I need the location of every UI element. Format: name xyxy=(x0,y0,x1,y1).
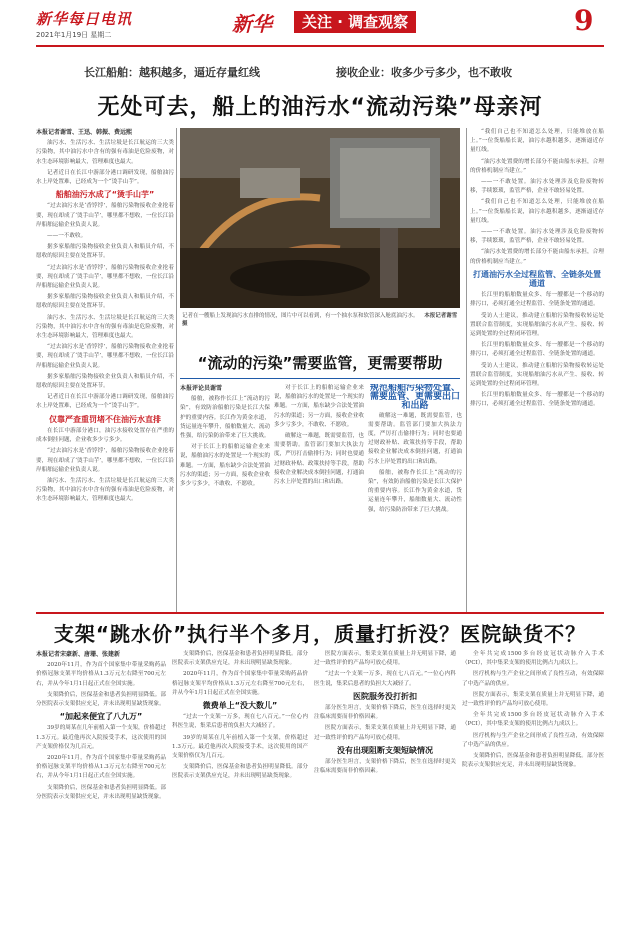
engine-room-photo-icon xyxy=(180,128,460,308)
commentary-subhead: 规范船舶污染物处置、需要监管、更需要出口和出路 xyxy=(369,384,460,412)
bottom-column-2 xyxy=(172,650,308,920)
paragraph: 长江里的船舶数量众多、每一艘都是一个移动的排污口，必须打通全过程监管、全链条处置的通道。 xyxy=(470,392,604,408)
paragraph: ——一不敢处置。油污水处理涉及危险废物转移，手续繁琐，监管严格，企业不敢轻易处置。 xyxy=(470,229,604,245)
paragraph: 支架降价后，医保基金和患者负担明显降低。部分医院表示支架供应充足，并未出现明显缺货现象。 xyxy=(36,691,166,708)
paragraph: “我们自己也不知道怎么处理，只能堆放在船上。”一位货船船长说，油污水越积越多，逐渐逼近存量红线。 xyxy=(470,199,604,224)
paragraph: “过去油污水是‘香饽饽’，船舶污染物接收企业抢着要，现在却成了‘烫手山芋’，哪里都不想收，一位长江沿岸船舶运输企业负责人说。 xyxy=(36,344,174,369)
paragraph: 支架降价后，医保基金和患者负担明显降低。部分医院表示支架供应充足，并未出现明显缺货现象。 xyxy=(172,651,308,667)
main-headline: 无处可去，船上的油污水“流动污染”母亲河 xyxy=(97,95,543,120)
commentary-headline: “流动的污染”需要监管，更需要帮助 xyxy=(197,354,443,372)
section-subhead: 打通油污水全过程监管、全链条处置通道 xyxy=(473,269,601,289)
paragraph: 油污水、生活污水、生活垃圾是长江航运的三大类污染物，其中油污水中含有的强有毒油是危险废物，对水生态环境影响最大，管理难度也最大。 xyxy=(36,314,174,340)
article-byline: 本报记者谢雪、王迅、韩振、费远熙 xyxy=(36,129,133,136)
paragraph: “过去油污水是‘香饽饽’，船舶污染物接收企业抢着要，现在却成了‘烫手山芋’，哪里都不想收，一位长江沿岸船舶运输企业负责人说。 xyxy=(36,448,174,473)
paragraph: 油污水、生活污水、生活垃圾是长江航运的三大类污染物，其中油污水中含有的强有毒油是危险废物，对水生态环境影响最大，管理难度也最大。 xyxy=(36,140,174,165)
paragraph: 船舶，被称作长江上“流动的污染”，有效防治船舶污染是长江大保护的重要内容。长江作为黄金水道，货运量连年攀升，船舶数量大、流动性强，给污染防治带来了巨大挑战。 xyxy=(368,469,462,513)
paragraph: 受访人士建议，推动建立船舶污染物接收转运处置联合监管制度，实现船舶油污水从产生、接收、转运到处置的全过程闭环管理。 xyxy=(470,312,604,338)
paragraph: 2020年11月，作为首个国家集中带量采购药品价格冠脉支架平均价格从1.3万元左右降至700元左右，并从今年1月1日起正式在全国实施。 xyxy=(172,671,308,696)
bottom-column-3 xyxy=(314,650,456,920)
section-subhead: 没有出现阻断支架短缺情况 xyxy=(337,745,433,755)
section-divider xyxy=(36,612,604,614)
section-subhead: “加起来便宜了八九万” xyxy=(59,712,143,722)
paragraph: “过去一个支架一万多，现在七八百元。”一位心内科医生说，集采后患者的负担大大减轻了。 xyxy=(314,671,456,687)
paragraph: “过去一个支架一万多，现在七八百元。”一位心内科医生说，集采后患者的负担大大减轻了。 xyxy=(172,714,308,730)
paragraph: 部分医生坦言，支架价格下降后，医生在选择时更关注临床需要而非价格因素。 xyxy=(314,705,456,721)
subhead-left: 长江船舶：越积越多，逼近存量红线 xyxy=(84,66,260,79)
section-brand: 新华 xyxy=(232,12,272,36)
paragraph: “我们自己也不知道怎么处理，只能堆放在船上。”一位货船船长说，油污水越积越多，逐渐逼近存量红线。 xyxy=(470,129,604,154)
paragraph: 记者近日在长江中游部分港口调研发现，船舶油污水上岸处置难，已经成为一个“烫手山芋”。 xyxy=(36,169,174,186)
section-tag: 关注 · 调查观察 xyxy=(294,11,416,33)
paragraph: 2020年11月，作为首个国家集中带量采购药品价格冠脉支架平均价格从1.3万元左右降至700元左右，并从今年1月1日起正式在全国实施。 xyxy=(36,662,166,687)
header-rule xyxy=(36,45,604,47)
paragraph: “过去油污水是‘香饽饽’，船舶污染物接收企业抢着要，现在却成了‘烫手山芋’，哪里都不想收，一位长江沿岸船舶运输企业负责人说。 xyxy=(36,203,174,228)
commentary-column-1 xyxy=(180,384,270,606)
paragraph: 受访人士建议，推动建立船舶污染物接收转运处置联合监管制度，实现船舶油污水从产生、接收、转运到处置的全过程闭环管理。 xyxy=(470,362,604,388)
commentary-rule xyxy=(180,378,460,379)
commentary-byline: 本报评论员谢雪 xyxy=(180,385,223,392)
paragraph: 长江里的船舶数量众多、每一艘都是一个移动的排污口，必须打通全过程监管、全链条处置的通道。 xyxy=(470,342,604,358)
paragraph: 对于长江上的船舶运输企业来说，船舶油污水的处置是一个现实的难题。一方面，船东缺少合法处置油污水的渠道；另一方面，接收企业收多少亏多少，不敢收、不愿收。 xyxy=(274,385,364,428)
paragraph: 医院方面表示，集采支架在质量上并无明显下降，通过一致性评价的产品均可放心使用。 xyxy=(462,691,604,708)
bottom-column-1 xyxy=(36,650,166,920)
paragraph: 据多家船舶污染物接收企业负责人和船员介绍，不愿收的原因主要在处置环节。 xyxy=(36,294,174,310)
paragraph: 39岁的周某在几年前植入第一个支架，价格超过1.3万元。最近他再次入院接受手术，这次使用的国产支架价格仅为几百元。 xyxy=(172,734,308,760)
section-subhead: 微费单上“没大数儿” xyxy=(202,701,278,711)
paragraph: 破解这一难题，既需要监管，也需要帮助。监管部门要加大执法力度，严厉打击偷排行为；同时也要通过财政补贴、政策扶持等手段，帮助接收企业解决成本倒挂问题，打通油污水上岸处置的出口和出路。 xyxy=(368,412,462,465)
photo-caption xyxy=(182,311,458,327)
paragraph: “油污水处置费的增长部分不能由船东承担，合理的价格机制应当建立。” xyxy=(470,158,604,174)
paragraph: 对于长江上的船舶运输企业来说，船舶油污水的处置是一个现实的难题。一方面，船东缺少合法处置油污水的渠道；另一方面，接收企业收多少亏多少，不敢收、不愿收。 xyxy=(180,444,270,488)
paragraph: 2020年11月，作为首个国家集中带量采购药品价格冠脉支架平均价格从1.3万元左右降至700元左右，并从今年1月1日起正式在全国实施。 xyxy=(36,755,166,780)
caption-text: 记者在一艘船上发现油污水直排的情况，图片中可以看到，有一个抽水泵和软管深入舱底油污水。 xyxy=(182,313,419,319)
news-photo xyxy=(180,128,460,308)
paragraph: 船舶，被称作长江上“流动的污染”，有效防治船舶污染是长江大保护的重要内容。长江作为黄金水道，货运量连年攀升，船舶数量大、流动性强，给污染防治带来了巨大挑战。 xyxy=(180,396,270,440)
bottom-byline: 本报记者宋豪新、唐珊、张建新 xyxy=(36,651,121,658)
paragraph: 在长江中游部分港口，油污水接收处置存在严重的成本倒挂问题，企业收多少亏多少。 xyxy=(36,427,174,444)
paragraph: 医院方面表示，集采支架在质量上并无明显下降，通过一致性评价的产品均可放心使用。 xyxy=(314,651,456,667)
paragraph: 医院方面表示，集采支架在质量上并无明显下降，通过一致性评价的产品均可放心使用。 xyxy=(314,725,456,741)
section-subhead: 船舶油污水成了“烫手山芋” xyxy=(55,190,155,200)
paragraph: “过去油污水是‘香饽饽’，船舶污染物接收企业抢着要，现在却成了‘烫手山芋’，哪里都不想收，一位长江沿岸船舶运输企业负责人说。 xyxy=(36,264,174,290)
paragraph: 医疗机构与生产企业之间形成了良性互动，有效保障了中选产品的供应。 xyxy=(462,671,604,687)
paragraph: ——一不敢处置。油污水处理涉及危险废物转移，手续繁琐，监管严格，企业不敢轻易处置。 xyxy=(470,179,604,195)
article-column-right xyxy=(470,128,604,616)
paragraph: 据多家船舶污染物接收企业负责人和船员介绍，不愿收的原因主要在处置环节。 xyxy=(36,373,174,390)
photo-credit: 本报记者谢雪摄 xyxy=(182,313,458,327)
subhead-right: 接收企业：收多少亏多少，也不敢收 xyxy=(336,66,512,79)
paragraph: 全年共完成1500多台经皮冠状动脉介入手术（PCI），其中集采支架的使用比例占九成以上。 xyxy=(462,651,604,667)
paragraph: 全年共完成1500多台经皮冠状动脉介入手术（PCI），其中集采支架的使用比例占九成以上。 xyxy=(462,712,604,728)
paragraph: 据多家船舶污染物接收企业负责人和船员介绍，不愿收的原因主要在处置环节。 xyxy=(36,244,174,260)
paragraph: 医疗机构与生产企业之间形成了良性互动，有效保障了中选产品的供应。 xyxy=(462,732,604,748)
paragraph: 支架降价后，医保基金和患者负担明显降低。部分医院表示支架供应充足，并未出现明显缺货现象。 xyxy=(172,764,308,780)
commentary-column-2 xyxy=(274,384,364,606)
paragraph: 长江里的船舶数量众多、每一艘都是一个移动的排污口，必须打通全过程监管、全链条处置的通道。 xyxy=(470,292,604,308)
paragraph: ——一不敢收。 xyxy=(47,233,87,240)
bottom-headline: 支架“跳水价”执行半个多月，质量打折没？医院缺货不？ xyxy=(53,622,587,646)
paragraph: 支架降价后，医保基金和患者负担明显降低。部分医院表示支架供应充足，并未出现明显缺货现象。 xyxy=(462,753,604,769)
paragraph: 支架降价后，医保基金和患者负担明显降低。部分医院表示支架供应充足，并未出现明显缺货现象。 xyxy=(36,784,166,800)
paragraph: 破解这一难题，既需要监管，也需要帮助。监管部门要加大执法力度，严厉打击偷排行为；同时也要通过财政补贴、政策扶持等手段，帮助接收企业解决成本倒挂问题，打通油污水上岸处置的出口和出路。 xyxy=(274,433,364,486)
bottom-column-4 xyxy=(462,650,604,920)
issue-date: 2021年1月19日 星期二 xyxy=(36,31,112,39)
paragraph: 部分医生坦言，支架价格下降后，医生在选择时更关注临床需要而非价格因素。 xyxy=(314,759,456,775)
paragraph: “油污水处置费的增长部分不能由船东承担，合理的价格机制应当建立。” xyxy=(470,249,604,265)
paragraph: 油污水、生活污水、生活垃圾是长江航运的三大类污染物，其中油污水中含有的强有毒油是危险废物，对水生态环境影响最大，管理难度也最大。 xyxy=(36,477,174,503)
masthead: 新华每日电讯 xyxy=(36,10,133,28)
section-subhead: 仅靠严查重罚堵不住油污水直排 xyxy=(49,414,161,424)
commentary-column-3 xyxy=(368,384,462,606)
section-banner xyxy=(232,8,482,36)
paragraph: 39岁的周某在几年前植入第一个支架，价格超过1.3万元。最近他再次入院接受手术，这次使用的国产支架价格仅为几百元。 xyxy=(36,725,166,750)
paragraph: 记者近日在长江中游部分港口调研发现，船舶油污水上岸处置难，已经成为一个“烫手山芋”。 xyxy=(36,394,174,410)
page-header xyxy=(0,0,640,48)
page-number: 9 xyxy=(574,4,594,37)
section-subhead: 医院服务没打折扣 xyxy=(353,691,417,701)
